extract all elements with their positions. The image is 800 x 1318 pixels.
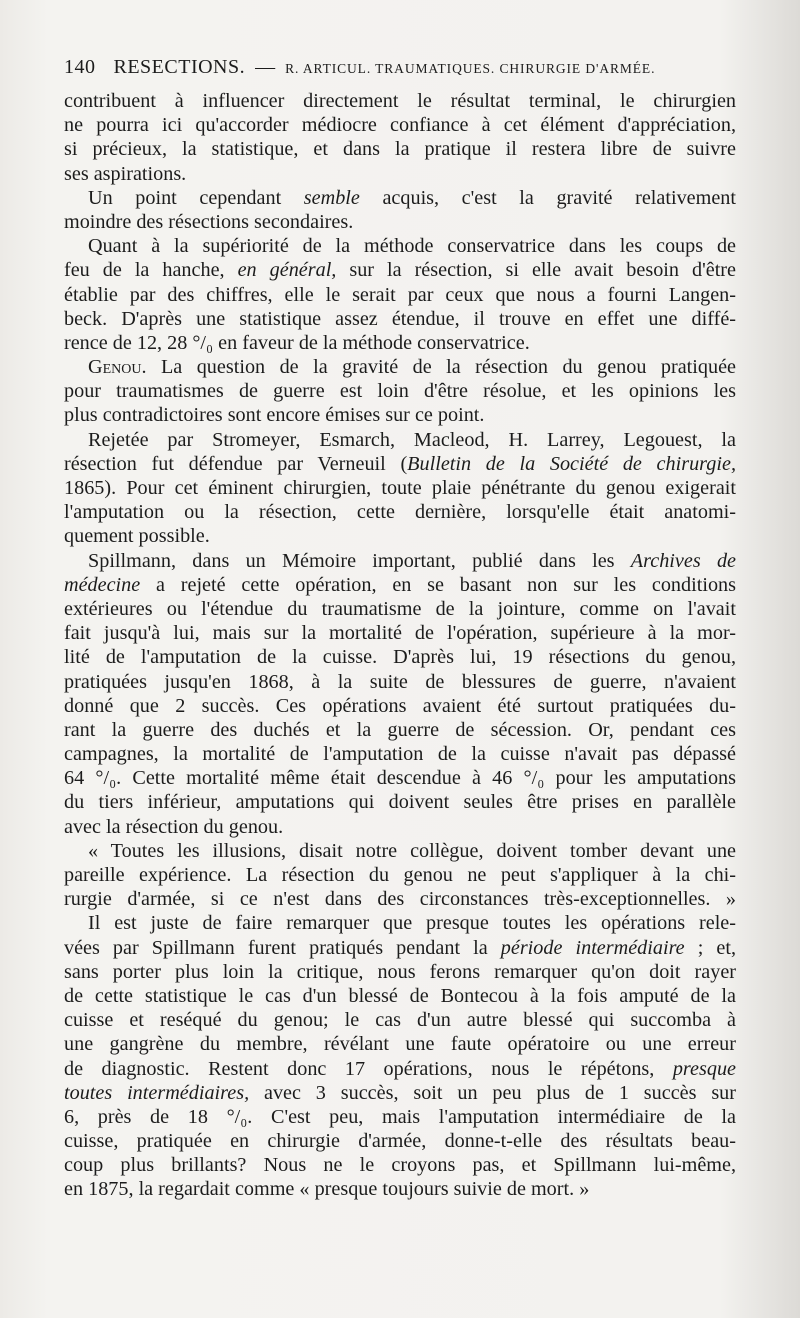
text-line (64, 984, 736, 1008)
text-run: Il est juste de faire remarquer que presque toutes les opérations rele- (88, 912, 736, 935)
text-line (64, 718, 736, 742)
text-run: extérieures ou l'étendue du traumatisme de la jointure, comme on l'avait (64, 597, 736, 620)
italic-text: en général, (237, 259, 337, 282)
text-run: 64 °/₀. Cette mortalité même était descendue à 46 °/₀ pour les amputations (64, 767, 736, 790)
text-run: ses aspirations. (64, 162, 187, 185)
text-line (64, 379, 736, 403)
text-line (64, 307, 736, 331)
text-run: pratiquées jusqu'en 1868, à la suite de blessures de guerre, n'avaient (64, 670, 736, 693)
text-run: lité de l'amputation de la cuisse. D'après lui, 19 résections du genou, (64, 646, 736, 669)
text-run: pareille expérience. La résection du genou ne peut s'appliquer à la chi- (64, 864, 736, 886)
text-line (64, 887, 736, 911)
text-line (64, 1177, 736, 1201)
text-line (64, 258, 736, 282)
text-run: de cette statistique le cas d'un blessé de Bontecou à la fois amputé de la (64, 984, 736, 1007)
text-run: vées par Spillmann furent pratiqués pendant la (64, 936, 501, 959)
text-run: coup plus brillants? Nous ne le croyons pas, et Spillmann lui-même, (64, 1154, 736, 1177)
text-line (64, 331, 736, 355)
text-line (64, 428, 736, 452)
text-line (64, 911, 736, 935)
page-number: 140 (64, 56, 96, 78)
text-run: plus contradictoires sont encore émises sur ce point. (64, 404, 485, 427)
text-line (64, 186, 736, 210)
text-line (64, 452, 736, 476)
text-run: l'amputation ou la résection, cette dernière, lorsqu'elle était anatomi- (64, 501, 736, 524)
italic-text: presque (672, 1057, 736, 1080)
text-run: avec 3 succès, soit un peu plus de 1 succès sur (249, 1081, 736, 1104)
text-run: établie par des chiffres, elle le serait par ceux que nous a fourni Langen- (64, 283, 736, 306)
body-text (64, 89, 736, 1202)
text-run: donné que 2 succès. Ces opérations avaient été surtout pratiquées du- (64, 694, 736, 717)
header-dash: — (255, 56, 276, 78)
text-run: pour traumatismes de guerre est loin d'être résolue, et les opinions les (64, 380, 736, 403)
text-run: moindre des résections secondaires. (64, 210, 354, 233)
text-line (64, 210, 736, 234)
text-line (64, 162, 736, 186)
text-line (64, 137, 736, 161)
text-line (64, 1105, 736, 1129)
text-run: 6, près de 18 °/₀. C'est peu, mais l'amputation intermédiaire de la (64, 1105, 736, 1128)
text-run: sur la résection, si elle avait besoin d'être (336, 259, 736, 282)
text-line (64, 863, 736, 887)
text-line (64, 790, 736, 814)
text-run: rurgie d'armée, si ce n'est dans des circonstances très-exceptionnelles. » (64, 888, 736, 911)
text-run: rant la guerre des duchés et la guerre de sécession. Or, pendant ces (64, 718, 736, 741)
text-line (64, 839, 736, 863)
text-line (64, 524, 736, 548)
text-line (64, 283, 736, 307)
text-run: campagnes, la mortalité de l'amputation de la cuisse n'avait pas dépassé (64, 743, 736, 766)
text-run: avec la résection du genou. (64, 815, 284, 838)
text-run: beck. D'après une statistique assez étendue, il trouve en effet une diffé- (64, 307, 736, 330)
text-run: a rejeté cette opération, en se basant non sur les conditions (140, 573, 736, 596)
text-run: sans porter plus loin la critique, nous ferons remarquer qu'on doit rayer (64, 960, 736, 983)
text-line (64, 670, 736, 694)
text-run: de diagnostic. Restent donc 17 opérations, nous le répétons, (64, 1057, 673, 1080)
text-line (64, 476, 736, 500)
text-run: acquis, c'est la gravité relativement (359, 186, 736, 209)
text-line (64, 597, 736, 621)
text-run: rence de 12, 28 °/₀ en faveur de la méthode conservatrice. (64, 331, 530, 354)
text-line (64, 742, 736, 766)
italic-text: Archives de (630, 549, 736, 572)
text-line (64, 1153, 736, 1177)
text-run: contribuent à influencer directement le résultat terminal, le chirurgien (64, 90, 736, 112)
text-line (64, 573, 736, 597)
text-line (64, 1032, 736, 1056)
text-line (64, 234, 736, 258)
text-run: cuisse, pratiquée en chirurgie d'armée, donne-t-elle des résultats beau- (64, 1130, 736, 1153)
header-title: RESECTIONS. (113, 56, 246, 78)
text-line (64, 1008, 736, 1032)
text-run: « Toutes les illusions, disait notre collègue, doivent tomber devant une (88, 839, 736, 862)
italic-text: médecine (64, 573, 141, 596)
text-run: en 1875, la regardait comme « presque toujours suivie de mort. » (64, 1178, 590, 1201)
text-run: ; et, (684, 936, 736, 959)
text-line (64, 621, 736, 645)
running-header (64, 56, 736, 84)
text-line (64, 549, 736, 573)
text-run: Spillmann, dans un Mémoire important, publié dans les (88, 549, 631, 572)
header-subtitle: R. ARTICUL. TRAUMATIQUES. CHIRURGIE D'ARMÉE. (285, 61, 656, 76)
text-line (64, 766, 736, 790)
text-run: 1865). Pour cet éminent chirurgien, toute plaie pénétrante du genou exigerait (64, 477, 736, 499)
text-run: feu de la hanche, (64, 259, 238, 282)
text-run: Rejetée par Stromeyer, Esmarch, Macleod, H. Larrey, Legouest, la (88, 428, 736, 451)
text-run: si précieux, la statistique, et dans la pratique il restera libre de suivre (64, 138, 736, 161)
text-line (64, 403, 736, 427)
text-run: ne pourra ici qu'accorder médiocre confiance à cet élément d'appréciation, (64, 114, 736, 137)
text-run: cuisse et reséqué du genou; le cas d'un autre blessé qui succomba à (64, 1009, 736, 1032)
text-line (64, 645, 736, 669)
text-run: La question de la gravité de la résection du genou pratiquée (146, 356, 736, 379)
text-line (64, 936, 736, 960)
text-line (64, 500, 736, 524)
text-line (64, 694, 736, 718)
text-run: une gangrène du membre, révélant une faute opératoire ou une erreur (64, 1033, 736, 1056)
text-line (64, 815, 736, 839)
text-run: fait jusqu'à lui, mais sur la mortalité de l'opération, supérieure à la mor- (64, 622, 736, 645)
text-line (64, 89, 736, 113)
text-line (64, 355, 736, 379)
text-line (64, 1081, 736, 1105)
text-run: résection fut défendue par Verneuil ( (64, 452, 408, 475)
italic-text: semble (303, 186, 360, 209)
text-line (64, 1129, 736, 1153)
text-run: Quant à la supériorité de la méthode conservatrice dans les coups de (88, 235, 736, 258)
text-line (64, 960, 736, 984)
text-line (64, 1057, 736, 1081)
text-run: Un point cependant (88, 186, 304, 209)
small-caps-text: Genou. (88, 356, 147, 379)
text-run: du tiers inférieur, amputations qui doivent seules être prises en parallèle (64, 791, 736, 814)
italic-text: toutes intermédiaires, (64, 1081, 250, 1104)
text-run: quement possible. (64, 525, 210, 548)
italic-text: Bulletin de la Société de chirurgie, (407, 452, 736, 475)
italic-text: période intermédiaire (500, 936, 685, 959)
text-line (64, 113, 736, 137)
